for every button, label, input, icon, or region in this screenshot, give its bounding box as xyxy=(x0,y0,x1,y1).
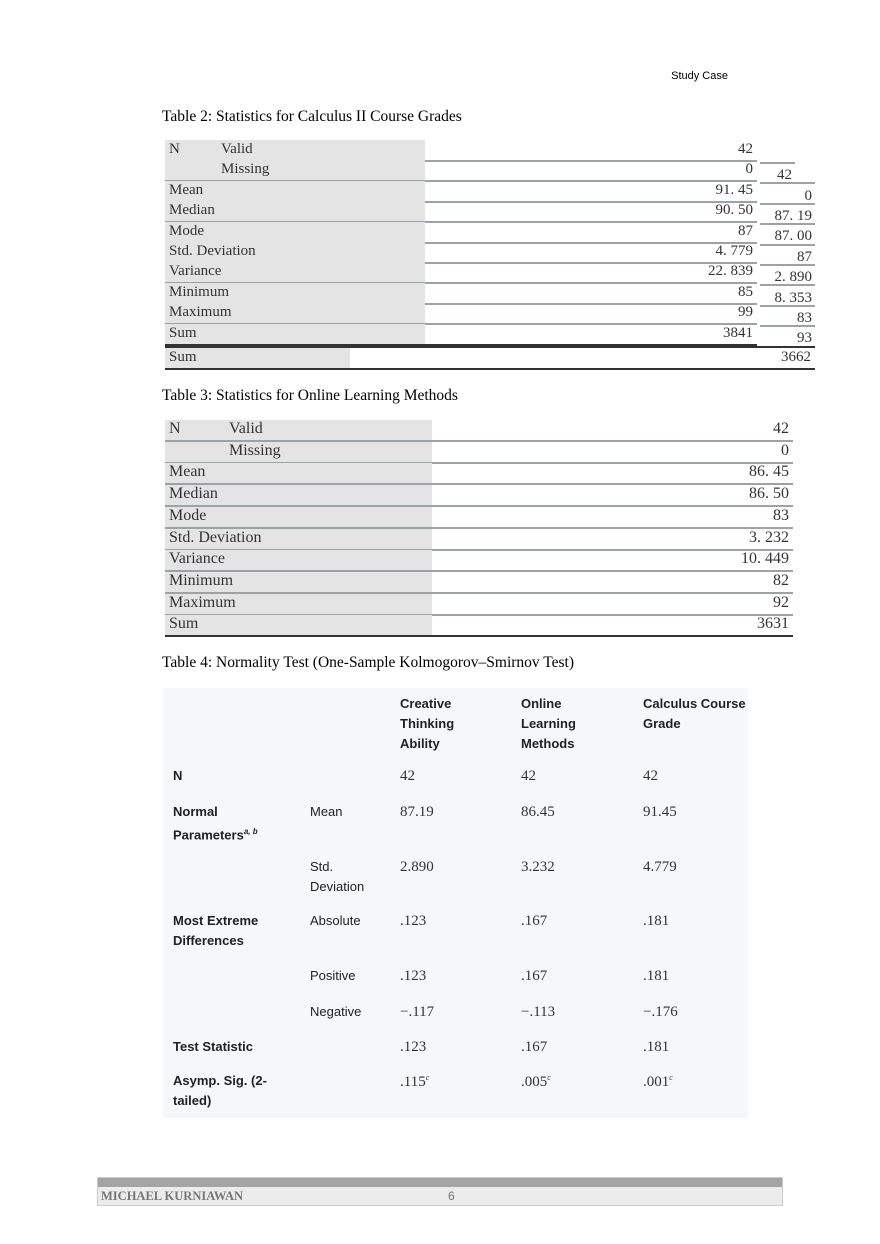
cell-value xyxy=(643,1039,669,1056)
table-row xyxy=(165,283,757,305)
row-label xyxy=(173,766,283,786)
row-label-cell xyxy=(165,181,425,201)
row-label: N xyxy=(169,141,180,157)
row-label-text: Normal Parameters xyxy=(173,804,244,843)
row-value: 42 xyxy=(738,141,753,157)
overlay-value: 93 xyxy=(797,330,812,347)
row-label: Minimum xyxy=(169,571,234,589)
overlay-cell xyxy=(760,305,815,327)
row-value: 86. 45 xyxy=(749,463,789,481)
row-label: Median xyxy=(169,202,215,219)
column-header: Creative Thinking Ability xyxy=(400,696,455,751)
row-label xyxy=(173,1071,283,1111)
cell-value xyxy=(521,1073,551,1091)
table-row xyxy=(165,420,793,442)
table3-caption: Table 3: Statistics for Online Learning Methods xyxy=(162,387,458,404)
table-row xyxy=(165,594,793,616)
cell-value xyxy=(400,768,415,785)
row-label: Variance xyxy=(169,263,222,280)
cell-value-text: −.113 xyxy=(521,1004,556,1020)
overlay-value: 8. 353 xyxy=(774,289,812,306)
table-row xyxy=(165,324,757,346)
cell-value-text: .123 xyxy=(400,1039,427,1055)
row-sublabel: Std. Deviation xyxy=(310,859,365,894)
cell-value xyxy=(521,913,547,930)
overlay-cell xyxy=(760,203,815,225)
row-value: 90. 50 xyxy=(715,202,753,219)
cell-superscript: c xyxy=(547,1073,551,1082)
cell-value-text: −.117 xyxy=(400,1004,435,1020)
cell-value xyxy=(643,768,658,785)
overlay-value: 42 xyxy=(777,167,792,184)
row-sublabel: Absolute xyxy=(310,913,361,928)
cell-value xyxy=(400,968,426,985)
row-label xyxy=(173,911,278,951)
row-value: 87 xyxy=(738,222,753,239)
cell-value-text: 87.19 xyxy=(400,804,434,820)
overlay-value: 87. 00 xyxy=(774,228,812,245)
cell-value-text: 42 xyxy=(521,768,536,784)
cell-value xyxy=(643,1004,678,1021)
row-sublabel: Negative xyxy=(310,1004,362,1019)
row-sublabel: Valid xyxy=(221,141,253,157)
cell-value-text: .123 xyxy=(400,968,427,984)
cell-value xyxy=(521,859,555,876)
table-row xyxy=(165,550,793,572)
row-label: Maximum xyxy=(169,593,236,611)
cell-value-text: .181 xyxy=(643,913,670,929)
cell-value xyxy=(521,804,555,821)
row-value: 4. 779 xyxy=(715,243,753,259)
table-row xyxy=(165,222,757,244)
cell-value xyxy=(400,859,434,876)
row-value: 10. 449 xyxy=(741,550,789,568)
row-label: Sum xyxy=(169,615,199,633)
cell-value xyxy=(643,804,677,821)
row-label: Maximum xyxy=(169,304,232,321)
row-value: 0 xyxy=(781,441,789,459)
cell-value-text: .123 xyxy=(400,913,427,929)
row-label-cell xyxy=(165,442,432,462)
row-value: 91. 45 xyxy=(715,181,753,198)
row-label-cell xyxy=(165,615,432,635)
row-label: Sum xyxy=(169,324,197,341)
overlay-value: 87. 19 xyxy=(774,208,812,225)
column-header: Online Learning Methods xyxy=(521,696,576,751)
column-header: Calculus Course Grade xyxy=(643,696,746,731)
row-label-text: Test Statistic xyxy=(173,1039,253,1054)
row-label: Minimum xyxy=(169,283,230,300)
cell-value xyxy=(400,1073,429,1091)
row-label-cell xyxy=(165,160,425,180)
row-label-text: N xyxy=(173,768,183,783)
row-label-cell xyxy=(165,222,425,242)
row-value: 92 xyxy=(773,593,789,611)
cell-value xyxy=(643,913,669,930)
cell-value xyxy=(643,859,677,876)
cell-value xyxy=(521,1004,555,1021)
cell-value xyxy=(400,913,426,930)
cell-value-text: 91.45 xyxy=(643,804,677,820)
row-value: 42 xyxy=(773,420,789,437)
table-row xyxy=(165,529,793,551)
row-value: 0 xyxy=(745,161,753,178)
overlay-cell xyxy=(760,325,815,347)
row-label-cell xyxy=(165,420,432,440)
running-header: Study Case xyxy=(671,70,728,82)
cell-value-text: −.176 xyxy=(643,1004,678,1020)
row-label: Std. Deviation xyxy=(169,528,262,546)
cell-value-text: .167 xyxy=(521,913,548,929)
table2-extra-row: Sum 3662 xyxy=(165,346,815,370)
cell-value xyxy=(400,1004,434,1021)
table-row xyxy=(165,303,757,325)
cell-value-text: .167 xyxy=(521,968,548,984)
page-number: 6 xyxy=(448,1189,455,1203)
overlay-value: 2. 890 xyxy=(774,269,812,286)
overlay-cell xyxy=(760,264,815,286)
cell-value-text: .115 xyxy=(400,1074,426,1090)
table-row xyxy=(165,442,793,464)
table-row xyxy=(165,181,757,203)
cell-superscript: c xyxy=(425,1073,430,1082)
overlay-value: 83 xyxy=(797,310,812,327)
footer-author: MICHAEL KURNIAWAN xyxy=(101,1189,244,1203)
row-sublabel: Missing xyxy=(229,441,281,459)
row-value: 82 xyxy=(773,571,789,589)
row-label: Variance xyxy=(169,550,225,568)
cell-value-text: 86.45 xyxy=(521,804,555,820)
cell-value-text: .167 xyxy=(521,1039,548,1055)
row-value: 3. 232 xyxy=(749,528,789,546)
table-row xyxy=(165,140,757,162)
cell-value-text: .181 xyxy=(643,968,670,984)
table-row xyxy=(165,242,757,264)
row-label: Median xyxy=(169,485,218,503)
row-label xyxy=(173,1037,283,1057)
table-row xyxy=(165,160,757,182)
table2-caption: Table 2: Statistics for Calculus II Course Grades xyxy=(162,108,462,125)
row-label: Std. Deviation xyxy=(169,243,256,259)
table-row xyxy=(165,507,793,529)
cell-value xyxy=(521,1039,547,1056)
cell-value-text: .181 xyxy=(643,1039,670,1055)
table-row xyxy=(165,463,793,485)
overlay-cell xyxy=(760,223,815,245)
row-label: Mode xyxy=(169,506,207,524)
page-footer xyxy=(97,1177,783,1206)
overlay-value: 87 xyxy=(797,248,812,265)
table-row xyxy=(165,615,793,637)
row-label: Mean xyxy=(169,463,206,481)
overlay-cell xyxy=(760,284,815,306)
cell-value xyxy=(521,968,547,985)
cell-value xyxy=(643,968,669,985)
cell-value xyxy=(400,804,434,821)
row-sublabel: Positive xyxy=(310,968,356,983)
label-superscript: a, b xyxy=(243,827,258,836)
overlay-cell xyxy=(760,162,795,184)
row-label: Mean xyxy=(169,181,204,198)
row-label-text: Most Extreme Differences xyxy=(173,913,259,948)
cell-value-text: 4.779 xyxy=(643,859,677,875)
row-value: 3841 xyxy=(723,324,753,341)
row-value: 99 xyxy=(738,304,753,321)
row-value: 22. 839 xyxy=(708,263,753,280)
row-label xyxy=(173,802,283,845)
cell-value-text: 3.232 xyxy=(521,859,555,875)
table4 xyxy=(163,688,748,1118)
cell-value xyxy=(521,768,536,785)
cell-value xyxy=(643,1073,673,1091)
row-label: N xyxy=(169,420,181,437)
table4-caption: Table 4: Normality Test (One-Sample Kolmogorov–Smirnov Test) xyxy=(162,654,575,671)
cell-value-text: 42 xyxy=(400,768,415,784)
cell-value-text: .005 xyxy=(521,1074,548,1090)
row-value: 3631 xyxy=(757,615,789,633)
row-label-text: Asymp. Sig. (2-tailed) xyxy=(173,1073,267,1108)
row-label-cell xyxy=(165,140,425,160)
row-label-cell xyxy=(165,324,425,344)
overlay-value: 0 xyxy=(804,187,812,204)
cell-value-text: 2.890 xyxy=(400,859,434,875)
row-value: 85 xyxy=(738,283,753,300)
row-sublabel: Missing xyxy=(221,161,270,178)
cell-value-text: 42 xyxy=(643,768,658,784)
overlay-cell xyxy=(760,182,815,204)
row-value: 83 xyxy=(773,506,789,524)
cell-value-text: .001 xyxy=(643,1074,670,1090)
row-sublabel: Mean xyxy=(310,804,343,819)
table-row xyxy=(165,485,793,507)
table-row xyxy=(165,201,757,223)
table-row xyxy=(165,572,793,594)
row-value: 86. 50 xyxy=(749,485,789,503)
overlay-cell xyxy=(760,244,815,266)
table-row xyxy=(165,262,757,284)
row-label: Mode xyxy=(169,222,204,239)
footer-bar xyxy=(98,1178,782,1187)
cell-value xyxy=(400,1039,426,1056)
cell-superscript: c xyxy=(669,1073,673,1082)
row-sublabel: Valid xyxy=(229,420,263,437)
